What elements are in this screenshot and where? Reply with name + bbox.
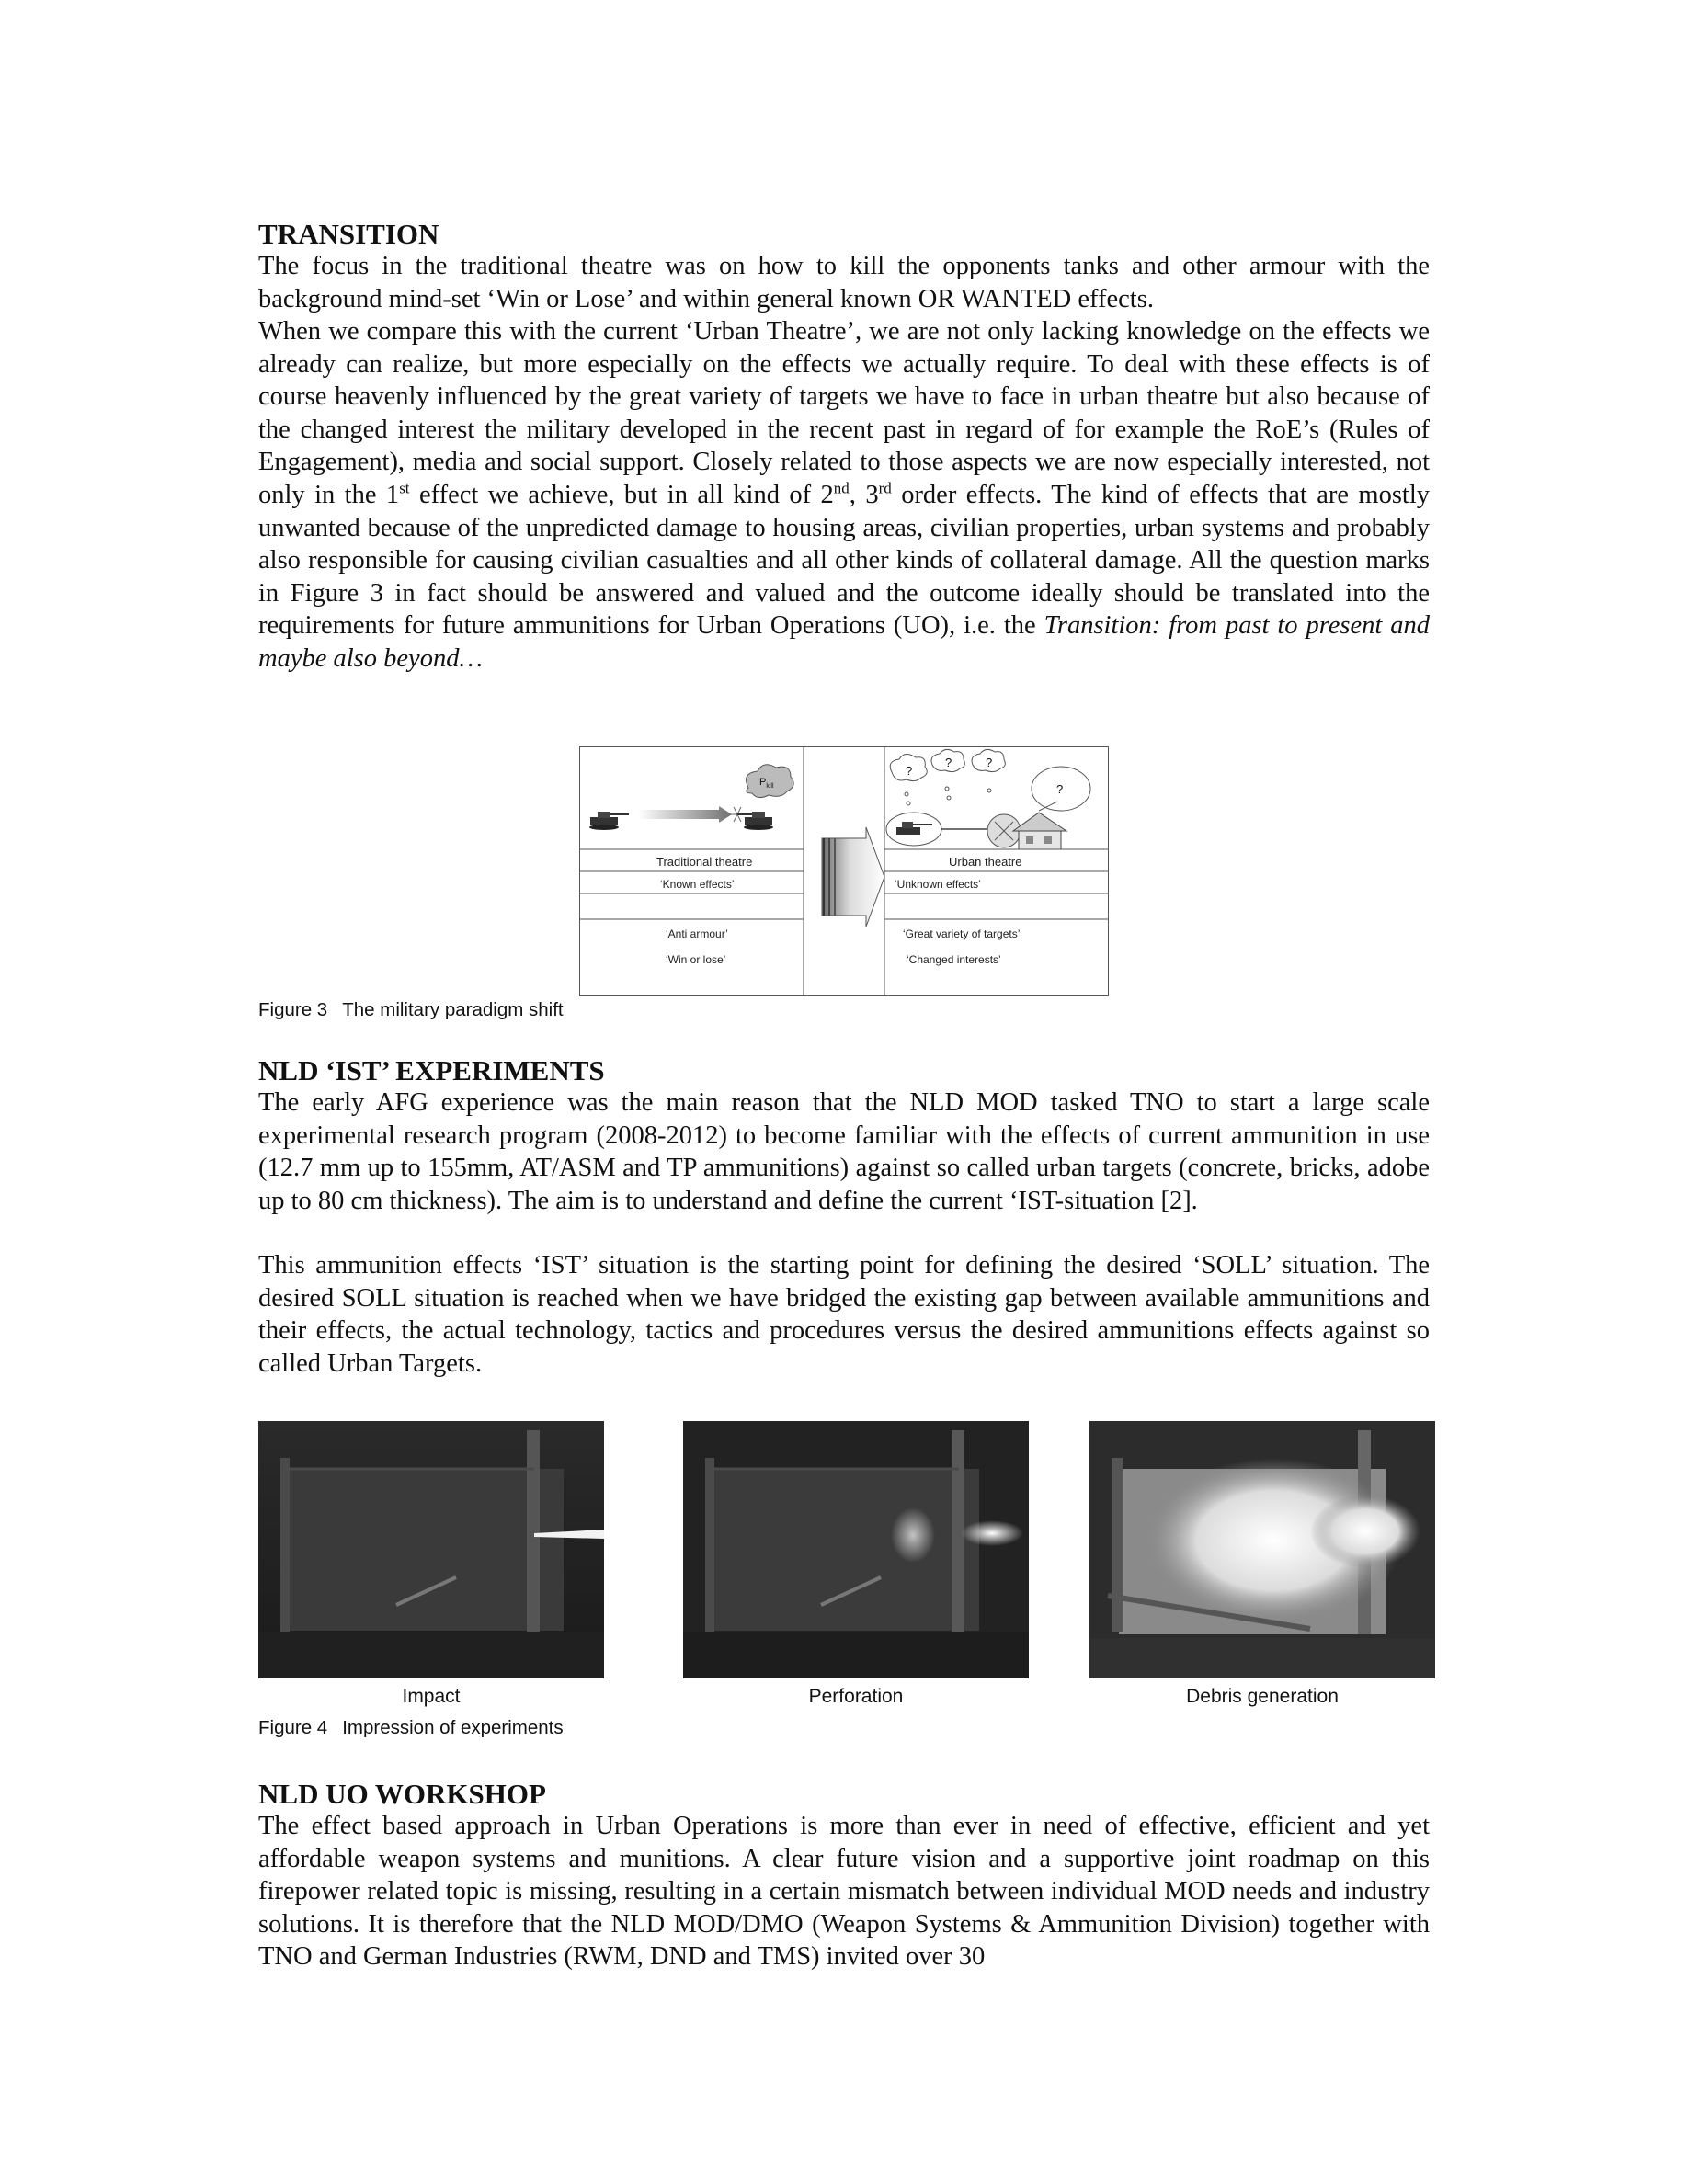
changed-interests-label: ‘Changed interests’ [907, 953, 1001, 966]
anti-armour-label: ‘Anti armour’ [666, 927, 728, 940]
workshop-paragraph-1: The effect based approach in Urban Operations is more than ever in need of effective, efficient and yet affordable weapon systems and munitions. A clear future vision and a supportive joint roadmap on this firepower related topic is missing, resulting in a certain mismatch between individual MOD needs and industry solutions. It is therefore that the NLD MOD/DMO (Weapon Systems & Ammunition Division) together with TNO and German Industries (RWM, DND and TMS) invited over 30 [258, 1812, 1430, 1972]
known-effects-label: ‘Known effects’ [660, 878, 735, 891]
figure3-caption: Figure 3 The military paradigm shift [258, 999, 564, 1020]
traditional-theatre-label: Traditional theatre [656, 855, 753, 869]
paradigm-shift-diagram [579, 746, 1109, 996]
debris-generation-photo [1089, 1421, 1435, 1678]
transition-heading: TRANSITION [258, 218, 439, 250]
debris-generation-label: Debris generation [1186, 1686, 1339, 1707]
svg-text:?: ? [945, 756, 952, 769]
svg-text:?: ? [906, 764, 913, 778]
urban-theatre-label: Urban theatre [949, 855, 1022, 869]
unknown-effects-label: ‘Unknown effects’ [895, 878, 981, 891]
perforation-photo [683, 1421, 1029, 1678]
svg-text:?: ? [1056, 782, 1064, 796]
svg-text:Pkill: $P_{kill}$ [759, 777, 774, 790]
transition-paragraph-1: The focus in the traditional theatre was on how to kill the opponents tanks and other armour with the background mind-set ‘Win or Lose’ and within general known OR WANTED effects. [258, 252, 1430, 313]
impact-label: Impact [402, 1686, 461, 1707]
svg-text:?: ? [986, 756, 993, 769]
transition-paragraph-2: When we compare this with the current ‘Urban Theatre’, we are not only lacking knowledge on the effects we already can realize, but more especially on the effects we actually require. To deal with these effects is of course heavenly influenced by the great variety of targets we have to face in urban theatre but also because of the changed interest the military developed in the recent past in regard of for example the RoE’s (Rules of Engagement), media and social support. Closely related to those aspects we are now especially interested, not only in the 1st effect we achieve, but in all kind of 2nd, 3rd order effects. The kind of effects that are mostly unwanted because of the unpredicted damage to housing areas, civilian properties, urban systems and probably also responsible for causing civilian casualties and all other kinds of collateral damage. All the question marks in Figure 3 in fact should be answered and valued and the outcome ideally should be translated into the requirements for future ammunitions for Urban Operations (UO), i.e. the Transition: from past to present and maybe also beyond… [258, 317, 1431, 673]
ist-paragraph-1: The early AFG experience was the main reason that the NLD MOD tasked TNO to start a large scale experimental research program (2008-2012) to become familiar with the effects of current ammunition in use (12.7 mm up to 155mm, AT/ASM and TP ammunitions) against so called urban targets (concrete, bricks, adobe up to 80 cm thickness). The aim is to understand and define the current ‘IST-situation [2]. [258, 1088, 1430, 1215]
perforation-label: Perforation [808, 1686, 904, 1707]
ist-paragraph-2: This ammunition effects ‘IST’ situation is the starting point for defining the desired ‘SOLL’ situation. The desired SOLL situation is reached when we have bridged the existing gap between available ammunitions and their effects, the actual technology, tactics and procedures versus the desired ammunitions effects against so called Urban Targets. [258, 1251, 1430, 1378]
figure4-caption: Figure 4 Impression of experiments [258, 1717, 564, 1738]
ist-heading: NLD ‘IST’ EXPERIMENTS [258, 1054, 605, 1086]
win-or-lose-label: ‘Win or lose’ [666, 953, 726, 966]
impact-photo [258, 1421, 604, 1678]
great-variety-label: ‘Great variety of targets’ [903, 927, 1021, 940]
workshop-heading: NLD UO WORKSHOP [258, 1778, 546, 1810]
